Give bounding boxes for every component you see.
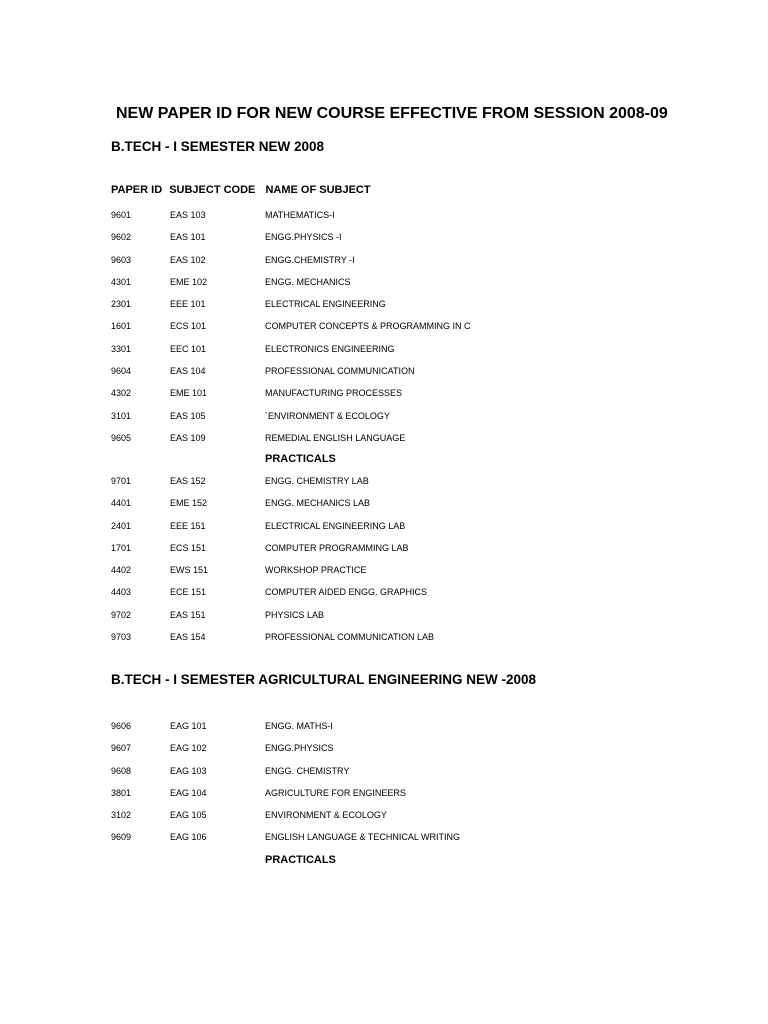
subject-name-cell: COMPUTER PROGRAMMING LAB: [265, 542, 409, 553]
subject-code-cell: EAG 102: [170, 743, 207, 754]
section1-practicals-list: [0, 476, 768, 654]
document-title: NEW PAPER ID FOR NEW COURSE EFFECTIVE FROM SESSION 2008-09: [116, 105, 668, 122]
table-row: [0, 543, 768, 565]
paper-id-cell: 9701: [111, 476, 132, 486]
subject-code-cell: EAS 152: [170, 476, 206, 486]
section2-heading: B.TECH - I SEMESTER AGRICULTURAL ENGINEERING NEW -2008: [111, 672, 537, 687]
subject-code-cell: ECE 151: [170, 587, 207, 598]
paper-id-cell: 3301: [111, 343, 132, 354]
table-row: [0, 498, 768, 520]
paper-id-cell: 9702: [111, 609, 132, 620]
table-row: [0, 344, 768, 366]
table-row: [0, 321, 768, 343]
subject-name-cell: ENGG.PHYSICS: [265, 743, 334, 754]
subject-name-cell: ENGG.PHYSICS -I: [265, 232, 342, 243]
paper-id-cell: 4403: [111, 587, 132, 598]
subject-name-cell: AGRICULTURE FOR ENGINEERS: [265, 787, 406, 798]
paper-id-cell: 9607: [111, 743, 132, 754]
subject-name-cell: COMPUTER AIDED ENGG. GRAPHICS: [265, 587, 428, 598]
subject-name-cell: ENGG.CHEMISTRY -I: [265, 254, 355, 265]
table-row: [0, 610, 768, 632]
paper-id-cell: 9603: [111, 254, 132, 265]
table-row: [0, 476, 768, 498]
subject-code-cell: ECS 101: [170, 321, 207, 332]
table-row: [0, 388, 768, 410]
table-row: [0, 565, 768, 587]
paper-id-cell: 4402: [111, 565, 132, 576]
subject-name-cell: PROFESSIONAL COMMUNICATION LAB: [265, 632, 435, 643]
paper-id-cell: 3102: [111, 810, 132, 821]
table-row: [0, 721, 768, 743]
table-row: [0, 299, 768, 321]
subject-code-cell: EME 102: [170, 276, 208, 287]
table-row: [0, 587, 768, 609]
subject-name-cell: MANUFACTURING PROCESSES: [265, 388, 403, 399]
paper-id-cell: 2401: [111, 520, 132, 531]
subject-name-cell: MATHEMATICS-I: [265, 210, 335, 220]
subject-code-cell: ECS 151: [170, 542, 207, 553]
table-row: [0, 411, 768, 433]
subject-code-cell: EAS 105: [170, 410, 206, 421]
subject-code-cell: EAG 106: [170, 832, 207, 843]
table-row: [0, 832, 768, 854]
table-row: [0, 433, 768, 455]
paper-id-cell: 9609: [111, 832, 132, 843]
subject-name-cell: COMPUTER CONCEPTS & PROGRAMMING IN C: [265, 321, 471, 332]
subject-name-cell: ENGG. MECHANICS LAB: [265, 498, 371, 509]
subject-code-cell: EEC 101: [170, 343, 207, 354]
section2-theory-list: [0, 721, 768, 855]
subject-code-cell: EAS 109: [170, 432, 206, 443]
paper-id-cell: 1601: [111, 321, 132, 332]
table-row: [0, 788, 768, 810]
subject-name-cell: ENGG. MECHANICS: [265, 276, 351, 287]
subject-name-cell: ENGG. MATHS-I: [265, 721, 333, 731]
subject-name-cell: ENGLISH LANGUAGE & TECHNICAL WRITING: [265, 832, 461, 843]
paper-id-cell: 1701: [111, 542, 132, 553]
subject-code-cell: EAS 103: [170, 210, 206, 220]
subject-code-cell: EEE 101: [170, 299, 206, 310]
table-row: [0, 766, 768, 788]
section1-heading: B.TECH - I SEMESTER NEW 2008: [111, 139, 325, 154]
table-row: [0, 521, 768, 543]
subject-name-cell: ENGG. CHEMISTRY LAB: [265, 476, 369, 486]
paper-id-cell: 9606: [111, 721, 132, 731]
table-row: [0, 210, 768, 232]
subject-code-cell: EWS 151: [170, 565, 209, 576]
paper-id-cell: 3101: [111, 410, 132, 421]
subject-name-cell: WORKSHOP PRACTICE: [265, 565, 367, 576]
subject-name-cell: ELECTRONICS ENGINEERING: [265, 343, 395, 354]
subject-code-cell: EAS 104: [170, 366, 206, 377]
table-row: [0, 366, 768, 388]
subject-code-cell: EAG 101: [170, 721, 207, 731]
paper-id-cell: 9601: [111, 210, 132, 220]
subject-code-cell: EAG 105: [170, 810, 207, 821]
table-row: [0, 810, 768, 832]
subject-name-cell: `ENVIRONMENT & ECOLOGY: [265, 410, 390, 421]
subject-code-cell: EAG 104: [170, 787, 207, 798]
table-row: [0, 632, 768, 654]
table-row: [0, 232, 768, 254]
paper-id-cell: 3801: [111, 787, 132, 798]
col-paper-id: PAPER ID: [111, 184, 163, 196]
paper-id-cell: 4301: [111, 276, 132, 287]
subject-code-cell: EAS 101: [170, 232, 206, 243]
table-row: [0, 255, 768, 277]
section1-practicals-label: PRACTICALS: [265, 453, 336, 465]
paper-id-cell: 2301: [111, 299, 132, 310]
paper-id-cell: 4302: [111, 388, 132, 399]
paper-id-cell: 9608: [111, 765, 132, 776]
table-row: [0, 277, 768, 299]
paper-id-cell: 4401: [111, 498, 132, 509]
paper-id-cell: 9605: [111, 432, 132, 443]
subject-name-cell: PROFESSIONAL COMMUNICATION: [265, 366, 415, 377]
subject-name-cell: ELECTRICAL ENGINEERING: [265, 299, 386, 310]
subject-code-cell: EAS 102: [170, 254, 206, 265]
section1-theory-list: [0, 210, 768, 455]
subject-name-cell: ENGG. CHEMISTRY: [265, 765, 350, 776]
subject-name-cell: REMEDIAL ENGLISH LANGUAGE: [265, 432, 406, 443]
paper-id-cell: 9703: [111, 632, 132, 643]
col-subject-code: SUBJECT CODE: [169, 184, 256, 196]
col-name-of-subject: NAME OF SUBJECT: [265, 184, 371, 196]
table-row: [0, 743, 768, 765]
subject-name-cell: ENVIRONMENT & ECOLOGY: [265, 810, 387, 821]
subject-name-cell: ELECTRICAL ENGINEERING LAB: [265, 520, 406, 531]
column-headers: [111, 184, 371, 196]
subject-name-cell: PHYSICS LAB: [265, 609, 325, 620]
subject-code-cell: EAS 151: [170, 609, 206, 620]
section2-practicals-label: PRACTICALS: [265, 854, 336, 866]
subject-code-cell: EEE 151: [170, 520, 206, 531]
subject-code-cell: EAS 154: [170, 632, 206, 643]
paper-id-cell: 9604: [111, 366, 132, 377]
subject-code-cell: EME 152: [170, 498, 208, 509]
subject-code-cell: EME 101: [170, 388, 208, 399]
subject-code-cell: EAG 103: [170, 765, 207, 776]
paper-id-cell: 9602: [111, 232, 132, 243]
